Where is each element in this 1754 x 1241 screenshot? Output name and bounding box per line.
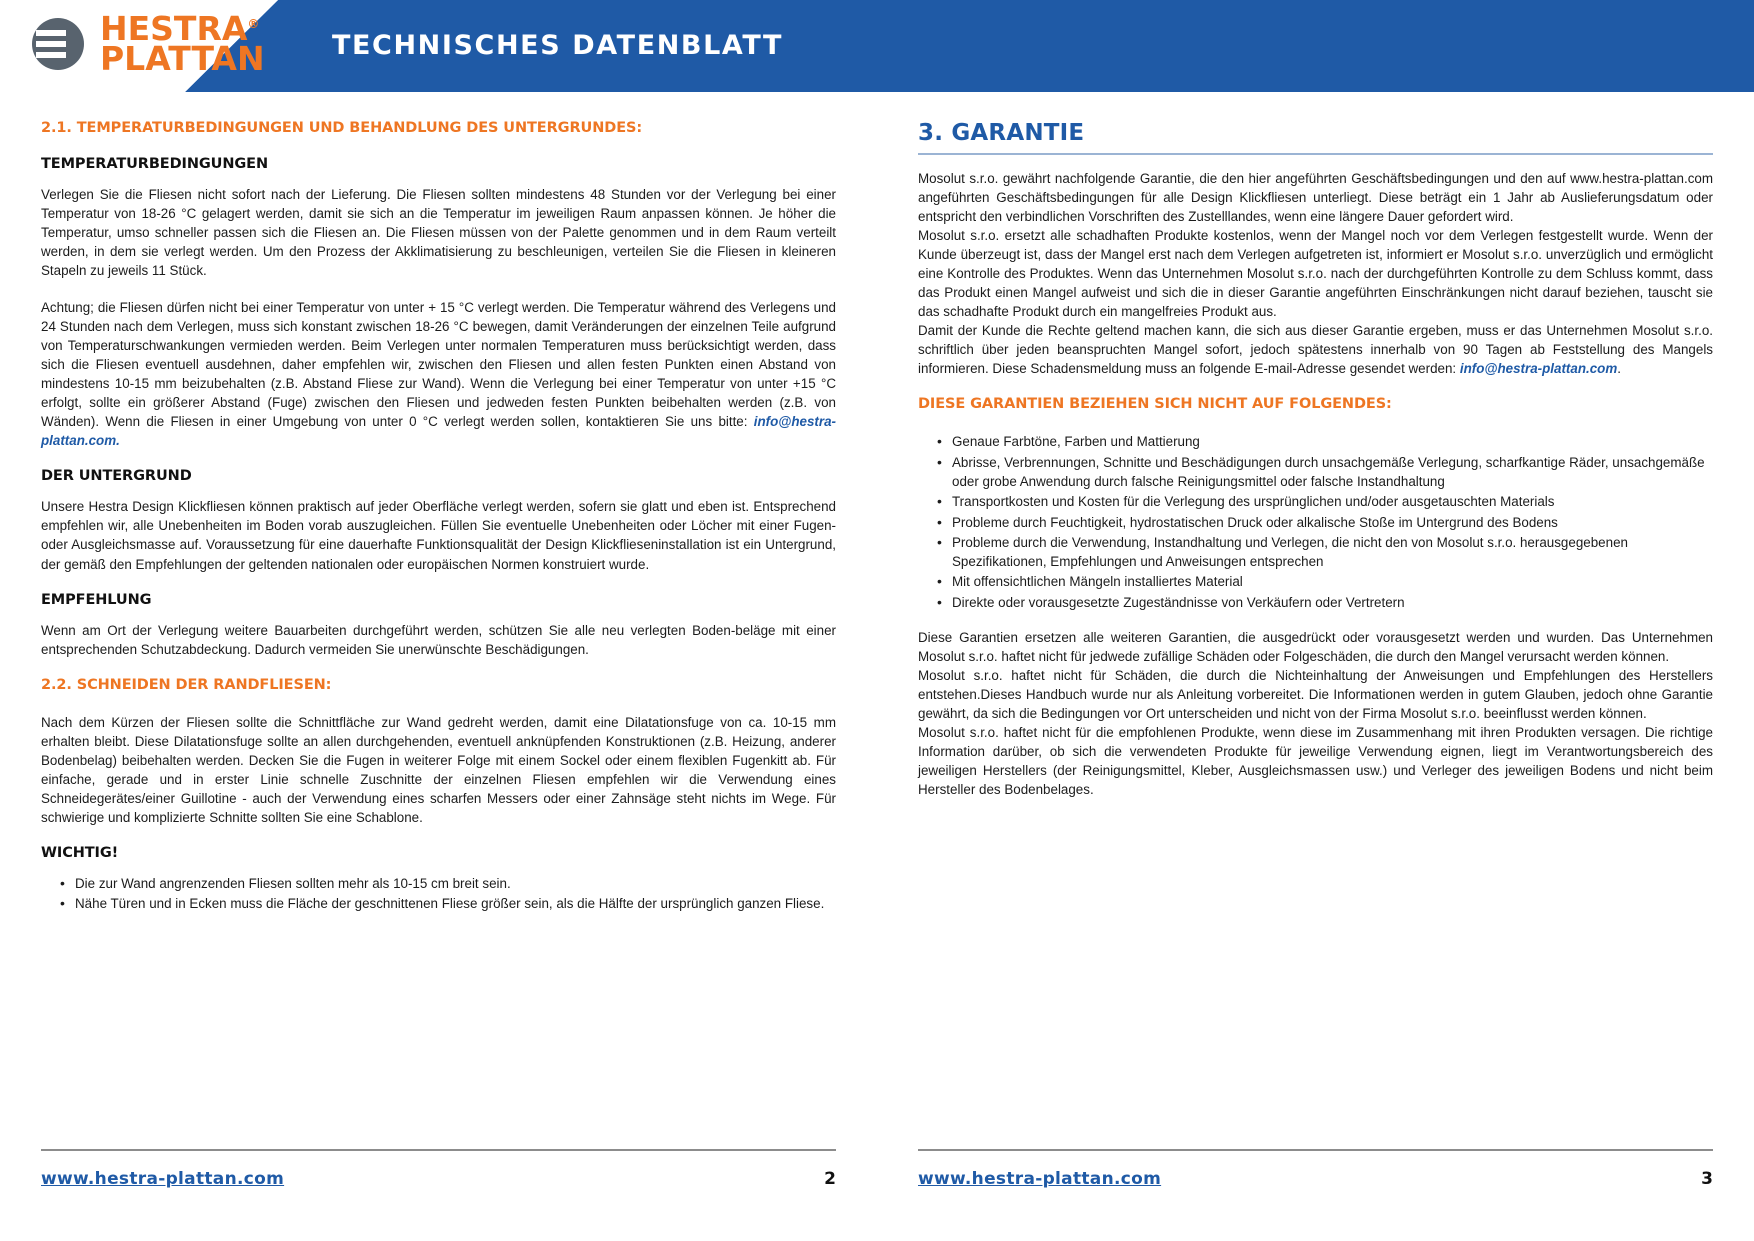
paragraph-garantie-1: Mosolut s.r.o. gewährt nachfolgende Garantie, die den hier angeführten Geschäftsbedingungen und den auf www.hestra-plattan.com angeführten Geschäftsbedingungen für alle Design Klickfliesen unterliegt. Diese beträgt ein 1 Jahr ab Auslieferungsdatum oder entspricht den verbindlichen Vorschriften des Zustelllandes, wenn eine längere Dauer gefordert wird. [918,171,1713,225]
page-number-left: 2 [824,1169,836,1189]
list-item: • Probleme durch die Verwendung, Instandhaltung und Verlegen, die nicht den von Mosolut s.r.o. herausgegebenen Spezifikationen, Empfehlungen und Anweisungen entsprechen [952,533,1713,572]
list-item: • Probleme durch Feuchtigkeit, hydrostatischen Druck oder alkalische Stoße im Untergrund des Bodens [952,513,1713,532]
footer-right [918,1149,1713,1189]
list-item: • Direkte oder vorausgesetzte Zugeständnisse von Verkäufern oder Vertretern [952,593,1713,612]
paragraph-garantie-5: Mosolut s.r.o. haftet nicht für Schäden, die durch die Nichteinhaltung der Anweisungen und Empfehlungen des Herstellers entstehen.Dieses Handbuch wurde nur als Anleitung vorbereitet. Die Informationen werden in gutem Glauben, jedoch ohne Garantie gewährt, da sich die Bedingungen vor Ort unterscheiden und nicht von der Firma Mosolut s.r.o. beeinflusst werden können. [918,668,1713,722]
footer-website-link-right[interactable]: www.hestra-plattan.com [918,1169,1162,1189]
paragraph-garantie-6: Mosolut s.r.o. haftet nicht für die empfohlenen Produkte, wenn diese im Zusammenhang mit ihren Produkten versagen. Die richtige Information darüber, ob sich die verwendeten Produkte für jeweilige Verwendung eignen, liegt im Verantwortungsbereich des jeweiligen Herstellers (der Reinigungsmittel, Kleber, Ausgleichsmassen usw.) und Verleger des jeweiligen Bodens und nicht beim Hersteller des Bodenbelages. [918,725,1713,798]
paragraph-garantie-3-text: Damit der Kunde die Rechte geltend machen kann, die sich aus dieser Garantie ergeben, muss er das Unternehmen Mosolut s.r.o. schriftlich über jeden beanspruchten Mangel sofort, jedoch spätestens innerhalb von 90 Tagen ab Feststellung des Mangels informieren. Diese Schadensmeldung muss an folgende E-mail-Adresse gesendet werden: [918,323,1713,377]
logo-text-line2: PLATTAN [100,39,265,79]
heading-temperaturbedingungen: TEMPERATURBEDINGUNGEN [41,156,269,172]
brand-logo [30,9,265,79]
page-right [877,92,1754,1241]
page-right-content [918,120,1713,799]
paragraph-garantie-4: Diese Garantien ersetzen alle weiteren Garantien, die ausgedrückt oder vorausgesetzt werden und wurden. Das Unternehmen Mosolut s.r.o. haftet nicht für jedwede zufällige Schäden oder Folgeschäden, die durch den Mangel verursacht werden können. [918,630,1713,665]
heading-der-untergrund: DER UNTERGRUND [41,468,192,485]
document-spread [0,92,1754,1241]
garantie-divider [918,153,1713,155]
paragraph-empfehlung: Wenn am Ort der Verlegung weitere Bauarbeiten durchgeführt werden, schützen Sie alle neu verlegten Boden-beläge mit einer entsprechenden Schutzabdeckung. Dadurch vermeiden Sie unerwünschte Beschädigungen. [41,622,836,657]
footer-divider [918,1149,1713,1151]
page-header [0,0,1754,92]
paragraph-temperature-2-text: Achtung; die Fliesen dürfen nicht bei einer Temperatur von unter + 15 °C verlegt werden. Die Temperatur während des Verlegens und 24 Stunden nach dem Verlegen, muss sich konstant zwischen 18-26 °C bewegen, damit Veränderungen der einzelnen Teile aufgrund von Temperaturschwankungen vermieden werden. Beim Verlegen unter normalen Temperaturen muss berücksichtigt werden, dass sich die Fliesen eventuell ausdehnen, daher empfehlen wir, zwischen den Fliesen und allen festen Punkten einen Abstand von mindestens 10-15 mm beizubehalten (z.B. Abstand Fliese zur Wand). Wenn die Verlegung bei einer Temperatur von unter +15 °C erfolgt, sollte ein größerer Abstand (Fuge) zwischen den Fliesen und jedweden festen Punkten beibehalten werden (z.B. von Wänden). Wenn die Fliesen in einer Umgebung von unter 0 °C verlegt werden sollen, kontaktieren Sie uns bitte: [41,300,836,430]
document-title: TECHNISCHES DATENBLATT [332,30,783,61]
email-link-left[interactable]: info@hestra-plattan.com. [41,414,836,449]
paragraph-garantie-3 [918,321,1713,378]
registered-mark: ® [247,17,260,31]
paragraph-garantie-2: Mosolut s.r.o. ersetzt alle schadhaften Produkte kostenlos, wenn der Mangel noch vor dem Verlegen festgestellt wurde. Wenn der Kunde überzeugt ist, dass der Mangel erst nach dem Verlegen aufgetreten ist, informiert er Mosolut s.r.o. unverzüglich und ermöglicht eine Kontrolle des Produktes. Wenn das Unternehmen Mosolut s.r.o. nach der durchgeführten Kontrolle zu dem Schluss kommt, dass das Produkt einen Mangel aufweist und sich die in dieser Garantie angeführten Einschränkungen nicht darauf beziehen, tauscht sie das schadhafte Produkt durch ein mangelfreies Produkt aus. [918,228,1713,320]
page-left [0,92,877,1241]
list-item: • Abrisse, Verbrennungen, Schnitte und Beschädigungen durch unsachgemäße Verlegung, scharfkantige Räder, unsachgemäße oder grobe Anwendung durch falsche Reinigungsmittel oder falsche Instandhaltung [952,453,1713,492]
hestra-circle-stripes-icon [30,14,86,74]
footer-website-link-left[interactable]: www.hestra-plattan.com [41,1169,285,1189]
list-item: • Die zur Wand angrenzenden Fliesen sollten mehr als 10-15 cm breit sein. [75,874,836,893]
footer-divider [41,1149,836,1151]
email-link-right[interactable]: info@hestra-plattan.com [1459,361,1618,377]
heading-exclusions: DIESE GARANTIEN BEZIEHEN SICH NICHT AUF FOLGENDES: [918,396,1392,413]
paragraph-temperature-1: Verlegen Sie die Fliesen nicht sofort nach der Lieferung. Die Fliesen sollten mindestens 48 Stunden vor der Verlegung bei einer Temperatur von 18-26 °C gelagert werden, damit sie sich an die Temperatur im jeweiligen Raum anpassen können. Je höher die Temperatur, umso schneller passen sich die Fliesen an. Die Fliesen müssen von der Palette genommen und in dem Raum verteilt werden, in dem sie verlegt werden. Um den Prozess der Akklimatisierung zu beschleunigen, verteilen Sie die Fliesen in kleineren Stapeln zu jeweils 11 Stück. [41,187,836,279]
list-item: • Nähe Türen und in Ecken muss die Fläche der geschnittenen Fliese größer sein, als die Hälfte der ursprünglich ganzen Fliese. [75,894,836,913]
paragraph-garantie-3-tail: . [1617,361,1622,377]
logo-text-line1: HESTRA® [100,9,260,48]
paragraph-schneiden: Nach dem Kürzen der Fliesen sollte die Schnittfläche zur Wand gedreht werden, damit eine Dilatationsfuge von ca. 10-15 mm erhalten bleibt. Diese Dilatationsfuge sollte an allen durchgehenden, eventuell anknüpfenden Konstruktionen (z.B. Heizung, anderer Bodenbelag) beibehalten werden. Decken Sie die Fugen in weiterer Folge mit einem Sockel oder einem flexiblen Fugenkitt ab. Für einfache, gerade und in erster Linie schnelle Zuschnitte der einzelnen Fliesen empfehlen wir die Verwendung eines Schneidegerätes/einer Guillotine - auch der Verwendung eines scharfen Messers oder einer Zahnsäge steht nichts im Wege. Für schwierige und komplizierte Schnitte sollten Sie eine Schablone. [41,714,836,825]
list-item: • Transportkosten und Kosten für die Verlegung des ursprünglichen und/oder ausgetauschten Materials [952,492,1713,511]
heading-empfehlung: EMPFEHLUNG [41,591,152,608]
paragraph-temperature-2 [41,298,836,450]
heading-wichtig: WICHTIG! [41,844,119,861]
footer-left [41,1149,836,1189]
heading-3-garantie: 3. GARANTIE [918,120,1085,146]
page-number-right: 3 [1701,1169,1713,1189]
list-exclusions [918,432,1713,612]
heading-2-2: 2.2. SCHNEIDEN DER RANDFLIESEN: [41,676,332,693]
list-item: • Genaue Farbtöne, Farben und Mattierung [952,432,1713,451]
page-left-content [41,120,836,929]
paragraph-untergrund: Unsere Hestra Design Klickfliesen können praktisch auf jeder Oberfläche verlegt werden, sofern sie glatt und eben ist. Entsprechend empfehlen wir, alle Unebenheiten im Boden vorab auszugleichen. Füllen Sie eventuelle Unebenheiten oder Löcher mit einer Fugen- oder Ausgleichsmasse auf. Voraussetzung für eine dauerhafte Funktionsqualität der Design Klickflieseninstallation ist ein Untergrund, der gemäß den Empfehlungen der geltenden nationalen oder europäischen Normen konstruiert wurde. [41,499,836,572]
list-item: • Mit offensichtlichen Mängeln installiertes Material [952,572,1713,591]
list-wichtig [41,874,836,914]
heading-2-1: 2.1. TEMPERATURBEDINGUNGEN UND BEHANDLUNG DES UNTERGRUNDES: [41,120,643,136]
